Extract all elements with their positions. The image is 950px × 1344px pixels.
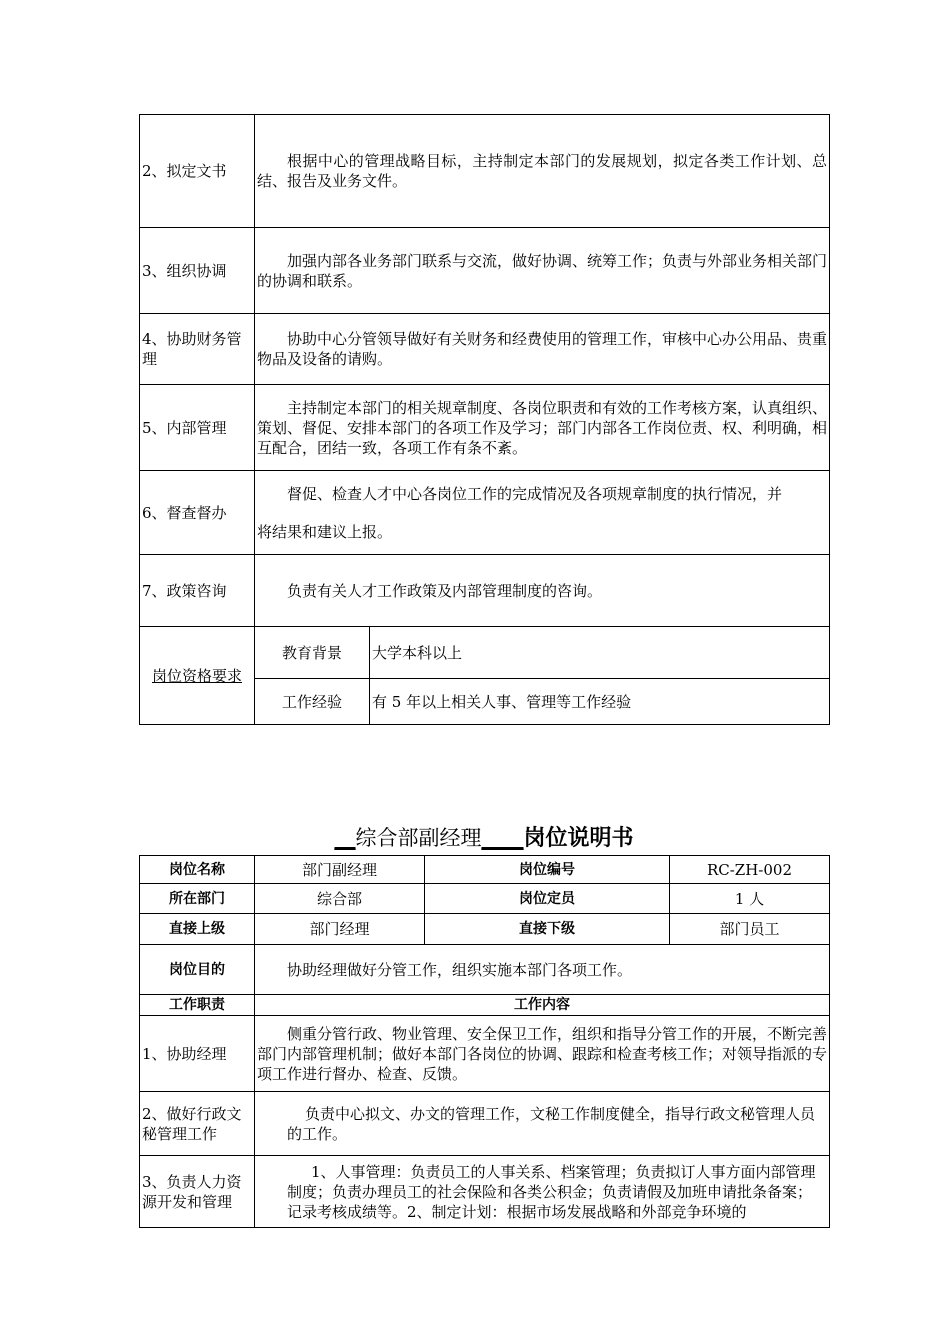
line-gap: [257, 504, 827, 522]
title-role: 综合部副经理: [355, 826, 482, 850]
duty-label: 2、拟定文书: [140, 115, 255, 228]
table-row: [140, 471, 830, 555]
duty-label: 6、督查督办: [140, 471, 255, 555]
duty-content: 负责中心拟文、办文的管理工作，文秘工作制度健全，指导行政文秘管理人员的工作。: [255, 1092, 830, 1156]
qualification-key: 工作经验: [255, 679, 370, 725]
duty-label: 3、负责人力资源开发和管理: [140, 1156, 255, 1228]
table-row: [140, 945, 830, 995]
info-value: 部门副经理: [255, 856, 425, 884]
qualification-label: [140, 627, 255, 725]
duty-content: 协助中心分管领导做好有关财务和经费使用的管理工作，审核中心办公用品、贵重物品及设备的请购。: [255, 314, 830, 385]
duty-label: 5、内部管理: [140, 385, 255, 471]
table-row: [140, 314, 830, 385]
duty-content: 加强内部各业务部门联系与交流，做好协调、统筹工作；负责与外部业务相关部门的协调和联系。: [255, 228, 830, 314]
table-row: [140, 627, 830, 679]
duties-table-top: [139, 114, 830, 725]
duty-label: 1、协助经理: [140, 1016, 255, 1092]
purpose-value: 协助经理做好分管工作，组织实施本部门各项工作。: [255, 945, 830, 995]
duty-content: 负责有关人才工作政策及内部管理制度的咨询。: [255, 555, 830, 627]
duty-label: 3、组织协调: [140, 228, 255, 314]
info-value: 1 人: [670, 884, 830, 914]
qualification-key: 教育背景: [255, 627, 370, 679]
qualification-value: 大学本科以上: [370, 627, 830, 679]
duty-header: 工作职责: [140, 995, 255, 1016]
info-value: RC-ZH-002: [670, 856, 830, 884]
duty-label: 7、政策咨询: [140, 555, 255, 627]
table-row: [140, 1016, 830, 1092]
info-value: 部门员工: [670, 914, 830, 945]
duty-content: 主持制定本部门的相关规章制度、各岗位职责和有效的工作考核方案，认真组织、策划、督促、安排本部门的各项工作及学习；部门内部各工作岗位责、权、利明确，相互配合，团结一致，各项工作有条不紊。: [255, 385, 830, 471]
table-row: [140, 115, 830, 228]
info-value: 综合部: [255, 884, 425, 914]
table-row: [140, 1156, 830, 1228]
duty-content: [255, 471, 830, 555]
info-label: 直接下级: [425, 914, 670, 945]
title-main: 岗位说明书: [523, 826, 634, 851]
purpose-label: 岗位目的: [140, 945, 255, 995]
duty-content: 根据中心的管理战略目标，主持制定本部门的发展规划，拟定各类工作计划、总结、报告及业务文件。: [255, 115, 830, 228]
table-row: [140, 884, 830, 914]
table-row: [140, 555, 830, 627]
title-suffix: ____: [481, 826, 524, 850]
table-row: [140, 1092, 830, 1156]
info-label: 岗位编号: [425, 856, 670, 884]
title-prefix: __: [334, 826, 356, 850]
info-label: 岗位定员: [425, 884, 670, 914]
duty-label: 4、协助财务管理: [140, 314, 255, 385]
qualification-label-text: 岗位资格要求: [151, 666, 242, 685]
job-description-table: [139, 855, 830, 1228]
info-label: 岗位名称: [140, 856, 255, 884]
info-value: 部门经理: [255, 914, 425, 945]
content-header: 工作内容: [255, 995, 830, 1016]
table-row: [140, 914, 830, 945]
qualification-value: 有 5 年以上相关人事、管理等工作经验: [370, 679, 830, 725]
table-row: [140, 228, 830, 314]
info-label: 直接上级: [140, 914, 255, 945]
duty-label: 2、做好行政文秘管理工作: [140, 1092, 255, 1156]
table-row: [140, 385, 830, 471]
page-title: [139, 822, 829, 855]
table-row: [140, 995, 830, 1016]
table-row: [140, 856, 830, 884]
duty-content-line: 督促、检查人才中心各岗位工作的完成情况及各项规章制度的执行情况，并: [287, 484, 783, 503]
duty-content: 侧重分管行政、物业管理、安全保卫工作，组织和指导分管工作的开展，不断完善部门内部管理机制；做好本部门各岗位的协调、跟踪和检查考核工作；对领导指派的专项工作进行督办、检查、反馈。: [255, 1016, 830, 1092]
info-label: 所在部门: [140, 884, 255, 914]
duty-content-line: 将结果和建议上报。: [257, 522, 393, 541]
duty-content: 1、人事管理：负责员工的人事关系、档案管理；负责拟订人事方面内部管理制度；负责办理员工的社会保险和各类公积金；负责请假及加班申请批条备案；记录考核成绩等。2、制定计划：根据市场发展战略和外部竞争环境的: [255, 1156, 830, 1228]
